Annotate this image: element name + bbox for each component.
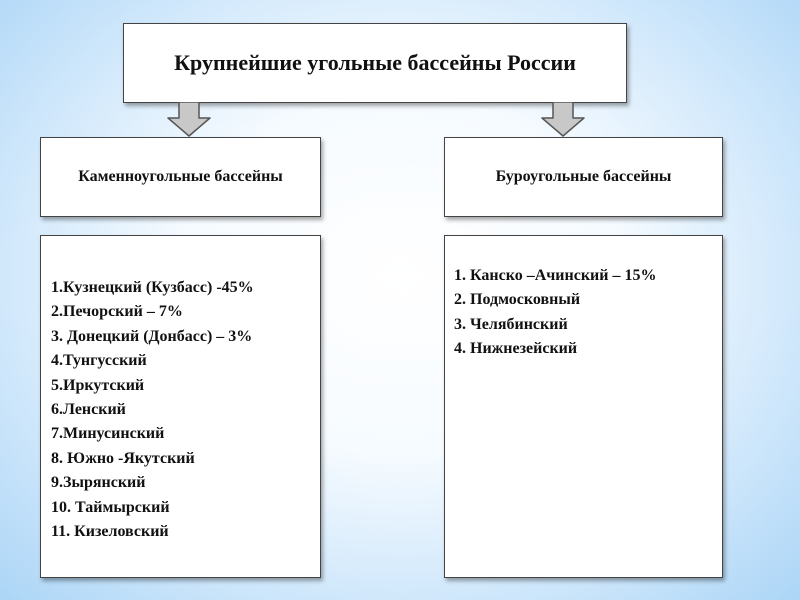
arrow-down-icon — [166, 102, 212, 138]
brown-coal-list-box — [444, 235, 723, 578]
list-item: 3. Челябинский — [454, 315, 568, 333]
hard-coal-heading: Каменноугольные бассейны — [78, 168, 283, 185]
list-item: 1. Канско –Ачинский – 15% — [454, 267, 657, 284]
list-item: 1.Кузнецкий (Кузбасс) -45% — [51, 279, 254, 296]
diagram-title: Крупнейшие угольные бассейны России — [174, 50, 576, 75]
list-item: 4. Нижнезейский — [454, 340, 578, 358]
list-item: 11. Кизеловский — [51, 523, 169, 541]
hard-coal-list-box — [40, 235, 321, 578]
list-item: 8. Южно -Якутский — [51, 449, 195, 467]
brown-coal-list — [454, 264, 722, 362]
list-item: 5.Иркутский — [51, 376, 145, 394]
title-box — [123, 23, 627, 103]
list-item: 2.Печорский – 7% — [51, 303, 183, 321]
list-item: 2. Подмосковный — [454, 291, 581, 309]
list-item: 4.Тунгусский — [51, 352, 147, 370]
list-item: 10. Таймырский — [51, 498, 170, 516]
list-item: 6.Ленский — [51, 401, 126, 419]
brown-coal-heading: Буроугольные бассейны — [495, 168, 672, 185]
list-item: 7.Минусинский — [51, 425, 165, 443]
list-item: 9.Зырянский — [51, 474, 146, 492]
arrow-down-icon — [540, 102, 586, 138]
list-item: 3. Донецкий (Донбасс) – 3% — [51, 327, 253, 345]
hard-coal-heading-box — [40, 137, 321, 217]
hard-coal-list — [51, 276, 320, 544]
brown-coal-heading-box — [444, 137, 723, 217]
